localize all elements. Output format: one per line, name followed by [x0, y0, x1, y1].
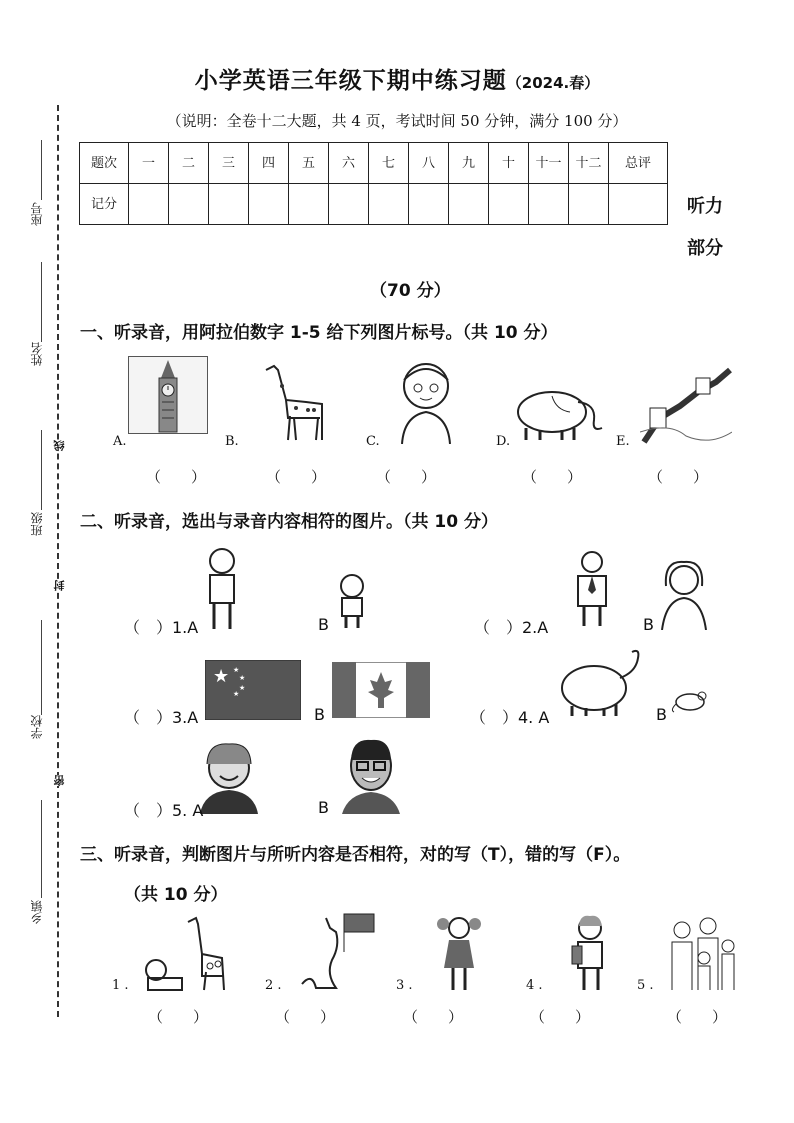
score-header-cell: 一 — [129, 143, 169, 184]
score-header-cell: 总评 — [609, 143, 668, 184]
china-flag-picture — [205, 660, 301, 720]
q1-label: （ ）1.A — [124, 618, 199, 637]
short-boy-picture — [334, 572, 370, 630]
score-header-cell: 二 — [169, 143, 209, 184]
giraffe-picture — [260, 360, 330, 442]
family-picture — [668, 914, 740, 992]
s3-num-2: 2 . — [265, 978, 282, 993]
listening-word-1: 听力 — [687, 196, 723, 217]
section-2-title: 二、听录音，选出与录音内容相符的图片。（共 10 分） — [80, 512, 498, 532]
svg-text:★: ★ — [233, 666, 240, 674]
big-ben-picture — [128, 356, 208, 434]
title-year: （2024.春） — [506, 74, 600, 92]
grandmother-picture — [388, 358, 464, 444]
svg-text:★: ★ — [213, 666, 230, 687]
answer-blank[interactable]: （ ） — [522, 468, 583, 486]
class-label: 班级 — [30, 512, 44, 536]
score-cell[interactable] — [529, 184, 569, 225]
section-1-label-d: D. — [496, 434, 511, 449]
score-table-header-row — [80, 143, 668, 184]
exam-instructions: （说明：全卷十二大题，共 4 页，考试时间 50 分钟，满分 100 分） — [166, 112, 628, 130]
listening-score: （70 分） — [370, 281, 451, 301]
score-header-cell: 十 — [489, 143, 529, 184]
school-line — [41, 620, 42, 715]
score-cell[interactable] — [289, 184, 329, 225]
svg-text:★: ★ — [239, 684, 246, 692]
score-cell[interactable] — [369, 184, 409, 225]
score-header-cell: 十二 — [569, 143, 609, 184]
name-line — [41, 262, 42, 342]
answer-blank[interactable]: （ ） — [266, 468, 327, 486]
q4-b-label: B — [656, 705, 667, 724]
q4-label: （ ）4. A — [470, 708, 550, 727]
seat-number-line — [41, 140, 42, 200]
section-1-label-b: B. — [225, 434, 239, 449]
seat-number-label: 座号 — [30, 202, 44, 226]
q5-label: （ ）5. A — [124, 801, 204, 820]
binding-mark-line: 线 — [53, 440, 66, 451]
score-header-cell: 题次 — [80, 143, 129, 184]
tall-boy-picture — [200, 545, 244, 631]
score-cell[interactable] — [129, 184, 169, 225]
binding-dashed-line — [57, 105, 59, 1017]
s3-num-3: 3 . — [396, 978, 413, 993]
score-header-cell: 九 — [449, 143, 489, 184]
score-cell[interactable] — [249, 184, 289, 225]
township-label: 乡镇 — [30, 900, 44, 924]
section-1-label-e: E. — [616, 434, 630, 449]
great-wall-picture — [640, 362, 732, 444]
grandma-portrait-picture — [198, 738, 260, 814]
s3-num-1: 1 . — [112, 978, 129, 993]
binding-mark-secret: 密 — [53, 775, 66, 786]
score-header-cell: 四 — [249, 143, 289, 184]
binding-mark-seal: 封 — [53, 580, 66, 591]
q5-b-label: B — [318, 798, 329, 817]
answer-blank[interactable]: （ ） — [403, 1008, 464, 1026]
score-header-cell: 十一 — [529, 143, 569, 184]
s3-num-5: 5 . — [637, 978, 654, 993]
man-suit-picture — [572, 548, 612, 628]
score-row-label: 记分 — [80, 184, 129, 225]
man-glasses-picture — [340, 732, 402, 814]
svg-text:★: ★ — [233, 690, 240, 698]
section-1-title: 一、听录音，用阿拉伯数字 1-5 给下列图片标号。（共 10 分） — [80, 323, 558, 343]
q2-b-label: B — [643, 615, 654, 634]
school-label: 学校 — [30, 715, 44, 739]
q2-label: （ ）2.A — [474, 618, 549, 637]
score-cell[interactable] — [609, 184, 668, 225]
score-cell[interactable] — [489, 184, 529, 225]
woman-picture — [658, 556, 710, 630]
answer-blank[interactable]: （ ） — [667, 1008, 728, 1026]
score-table-score-row — [80, 184, 668, 225]
canada-flag-picture — [332, 662, 430, 718]
score-header-cell: 八 — [409, 143, 449, 184]
answer-blank[interactable]: （ ） — [648, 468, 709, 486]
q3-label: （ ）3.A — [124, 708, 199, 727]
answer-blank[interactable]: （ ） — [376, 468, 437, 486]
answer-blank[interactable]: （ ） — [148, 1008, 209, 1026]
svg-text:★: ★ — [239, 674, 246, 682]
page-title — [0, 62, 794, 95]
mouse-picture — [670, 688, 716, 714]
girl-picture — [434, 914, 484, 992]
score-cell[interactable] — [409, 184, 449, 225]
answer-blank[interactable]: （ ） — [275, 1008, 336, 1026]
score-cell[interactable] — [169, 184, 209, 225]
s3-num-4: 4 . — [526, 978, 543, 993]
township-line — [41, 800, 42, 898]
q1-b-label: B — [318, 615, 329, 634]
name-label: 姓名 — [30, 342, 44, 366]
score-cell[interactable] — [329, 184, 369, 225]
listening-word-2: 部分 — [687, 238, 723, 259]
elephant-picture — [512, 384, 606, 442]
score-cell[interactable] — [569, 184, 609, 225]
girl-backpack-picture — [568, 912, 614, 992]
score-table — [79, 142, 668, 225]
score-header-cell: 三 — [209, 143, 249, 184]
class-line — [41, 430, 42, 510]
title-main: 小学英语三年级下期中练习题 — [194, 68, 507, 94]
score-header-cell: 七 — [369, 143, 409, 184]
q3-b-label: B — [314, 705, 325, 724]
score-cell[interactable] — [449, 184, 489, 225]
score-header-cell: 五 — [289, 143, 329, 184]
elephant-large-picture — [556, 646, 648, 718]
answer-blank[interactable]: （ ） — [530, 1008, 591, 1026]
section-1-label-c: C. — [366, 434, 380, 449]
score-header-cell: 六 — [329, 143, 369, 184]
kangaroo-flag-picture — [296, 912, 378, 992]
section-3-title: 三、听录音，判断图片与所听内容是否相符，对的写（T），错的写（F）。 — [80, 845, 631, 865]
score-cell[interactable] — [209, 184, 249, 225]
section-1-label-a: A. — [113, 434, 127, 449]
answer-blank[interactable]: （ ） — [146, 468, 207, 486]
tiger-giraffe-picture — [140, 914, 230, 992]
section-3-score: （共 10 分） — [124, 885, 228, 905]
